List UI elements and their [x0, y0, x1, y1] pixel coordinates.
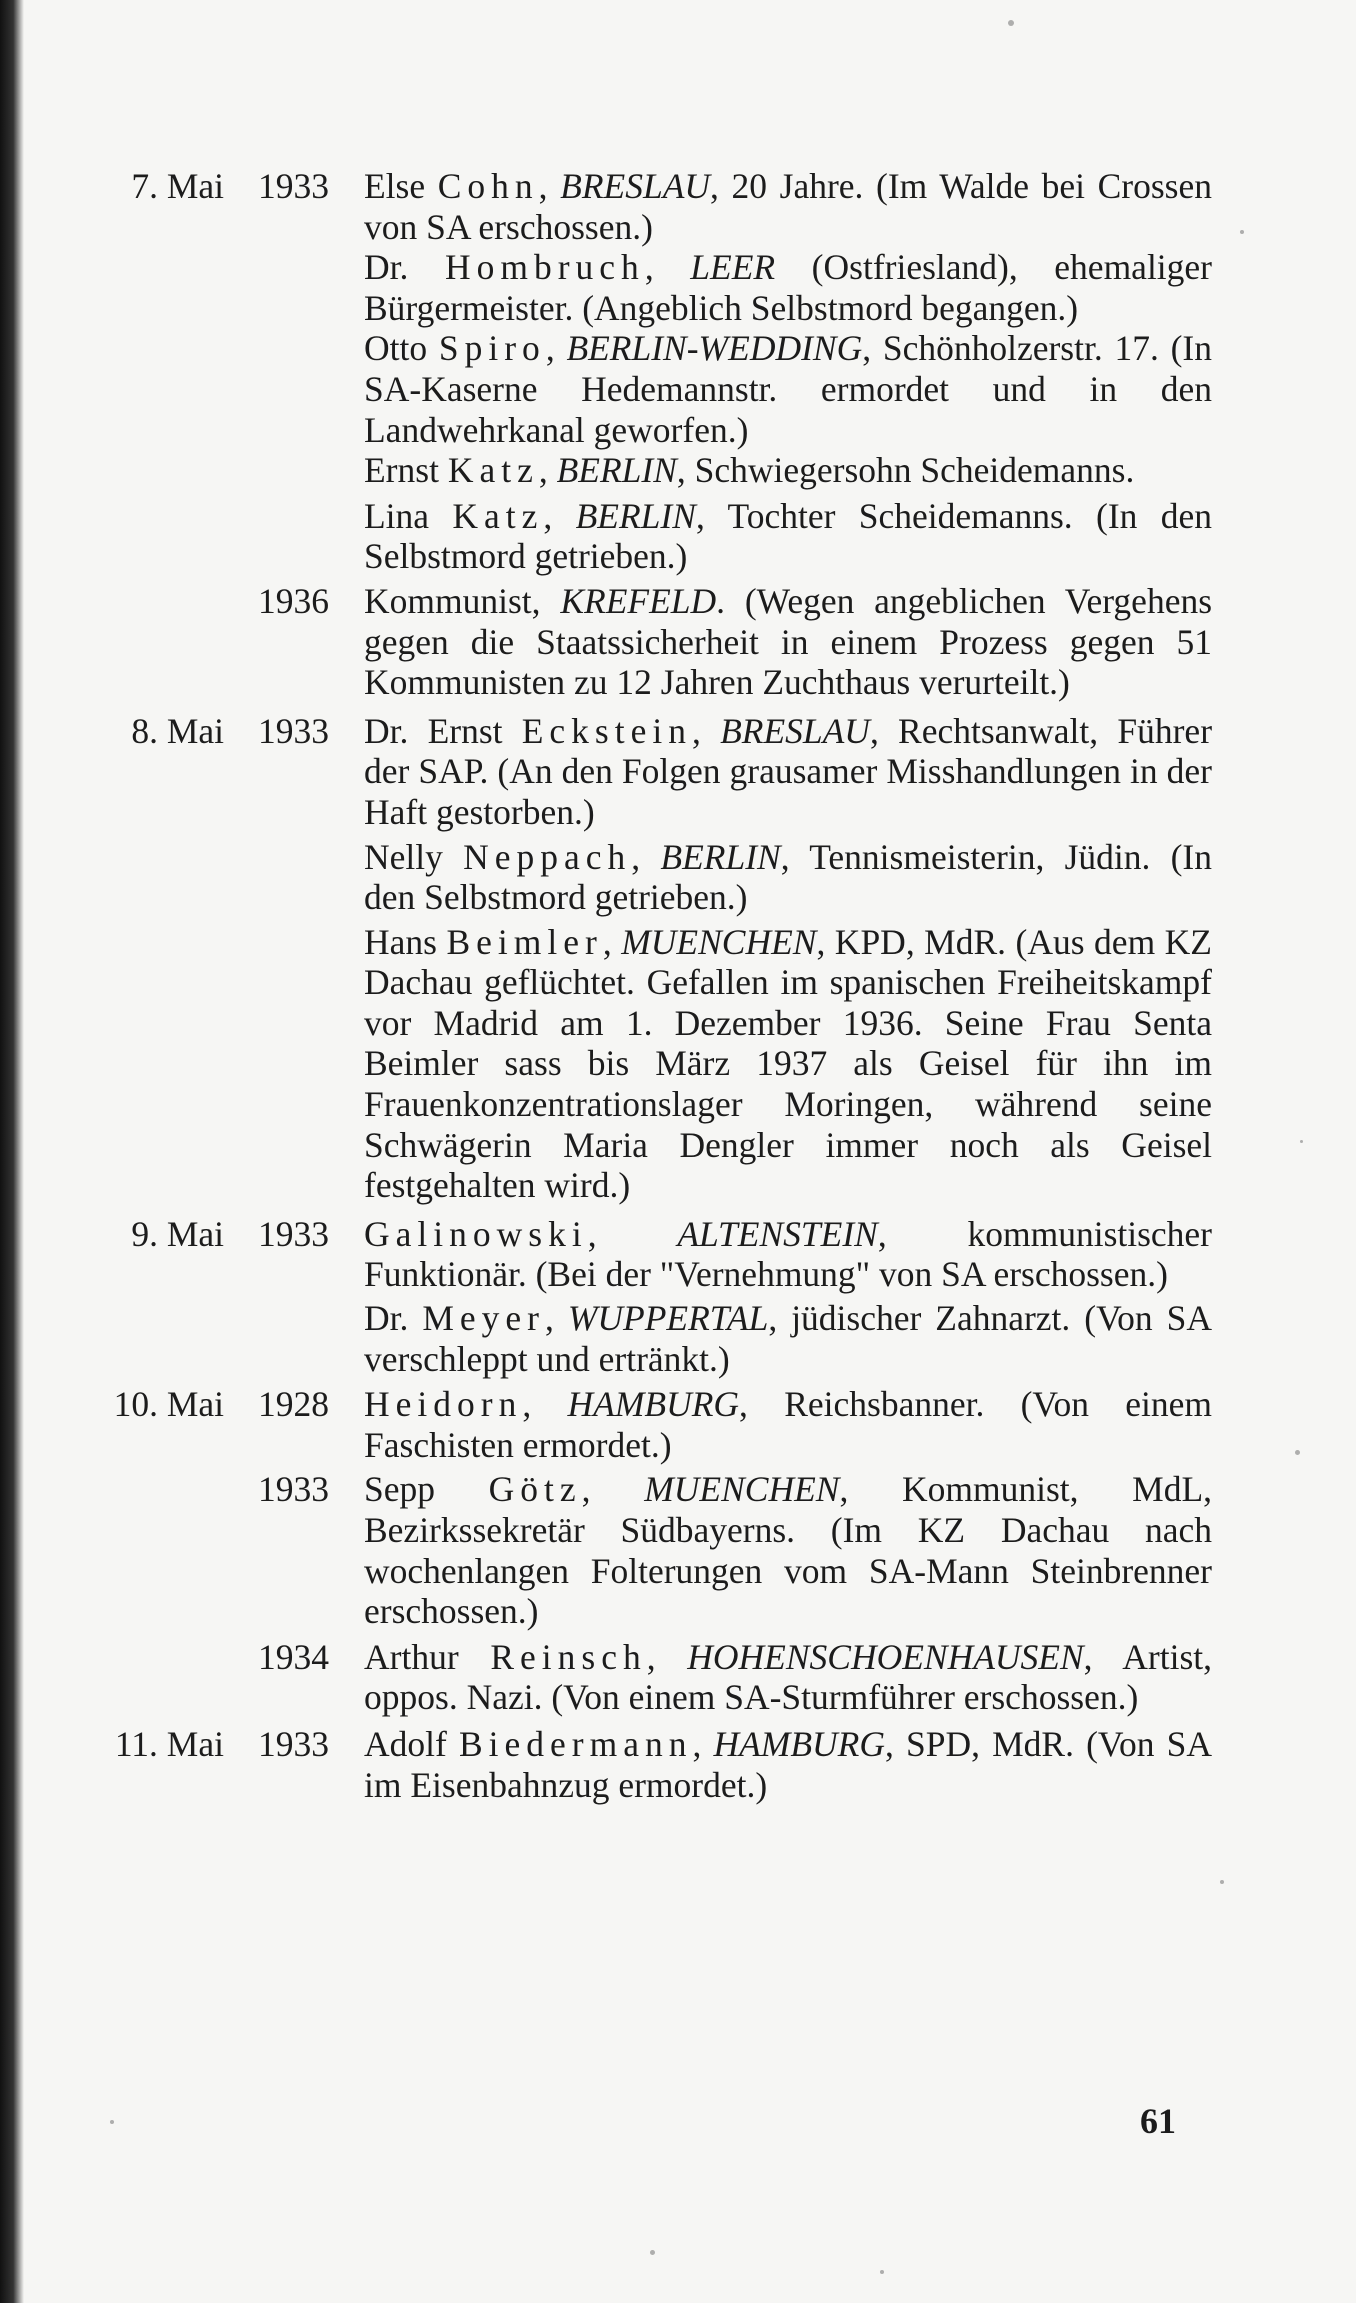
entry-date — [84, 1384, 329, 1425]
person-name: Götz — [488, 1469, 582, 1510]
entry-text-segment: , — [602, 921, 622, 962]
entry-text-segment: , — [581, 1469, 645, 1510]
entry-year: 1933 — [258, 1723, 329, 1764]
chronicle-entry — [84, 710, 1213, 833]
person-name: Katz — [452, 495, 544, 536]
entry-day: 8. Mai — [131, 710, 224, 751]
place-name: BRESLAU — [560, 166, 711, 206]
entry-text — [364, 1637, 1212, 1718]
entry-text-segment: , Kommunist, MdL, Bezirkssekretär Südbayerns. (Im KZ Dachau nach wochenlangen Folterungen vom SA-Mann Steinbrenner erschossen.) — [364, 1469, 1213, 1632]
place-name: BERLIN — [660, 836, 781, 877]
chronicle-entry — [84, 580, 1213, 703]
chronicle-entry — [84, 450, 1194, 491]
person-name: Katz — [447, 450, 539, 491]
entry-text-segment: Adolf — [364, 1723, 459, 1764]
place-name: BERLIN-WEDDING — [566, 328, 863, 369]
entry-date — [84, 1469, 329, 1510]
entry-text-segment: Dr. Ernst — [364, 710, 522, 751]
entry-text-segment: Arthur — [364, 1636, 491, 1677]
place-name: BRESLAU — [720, 710, 870, 751]
entry-text-segment: Dr. — [364, 247, 445, 288]
entry-text-segment: Ernst — [364, 450, 448, 491]
entry-text-segment: , — [692, 1723, 714, 1764]
person-name: Reinsch — [490, 1636, 647, 1677]
entry-text-segment: Lina — [364, 495, 453, 536]
entry-date — [84, 1214, 329, 1255]
entry-year: 1928 — [258, 1384, 329, 1425]
entry-text-segment: , — [545, 328, 567, 369]
place-name: MUENCHEN — [644, 1469, 840, 1510]
entry-text — [364, 581, 1212, 703]
scanned-page-edge — [0, 0, 24, 2303]
place-name: KREFELD — [560, 580, 717, 621]
entry-text-segment: , — [691, 710, 721, 751]
entry-date — [84, 837, 329, 878]
entry-text-segment: , Schönholzerstr. 17. (In SA-Kaserne Hedemannstr. ermordet und in den Landwehrkanal geworfen.) — [364, 328, 1212, 450]
entry-text-segment: , KPD, MdR. (Aus dem KZ Dachau geflüchtet. Gefallen im spanischen Freiheitskampf vor Madrid am 1. Dezember 1936. Seine Frau Senta Beimler sass bis März 1937 als Geisel für ihn im Frauenkonzentrationslager Moringen, während seine Schwägerin Maria Dengler immer noch als Geisel festgehalten wird.) — [364, 921, 1212, 1206]
page-number: 61 — [1140, 2101, 1176, 2141]
entry-date — [84, 711, 329, 752]
entry-day: 7. Mai — [131, 166, 224, 206]
chronicle-entry — [84, 166, 1212, 247]
entry-date — [84, 1298, 329, 1339]
entry-text — [364, 1724, 1212, 1805]
print-speck — [1220, 1880, 1224, 1884]
entry-text-segment: , — [646, 1636, 688, 1677]
entry-text-segment: , — [538, 166, 561, 206]
entry-text — [364, 450, 1212, 491]
person-name: Heidorn — [364, 1384, 523, 1425]
entry-text-segment: . (Wegen angeblichen Vergehens gegen die Staatssicherheit in einem Prozess gegen 51 Kommunisten zu 12 Jahren Zuchthaus verurteilt.) — [364, 580, 1213, 703]
entry-text-segment: , Tennismeisterin, Jüdin. (In den Selbstmord getrieben.) — [364, 836, 1213, 918]
print-speck — [880, 2270, 884, 2274]
entry-date — [84, 1637, 329, 1678]
entry-text-segment: Nelly — [364, 836, 464, 877]
print-speck — [1008, 20, 1014, 26]
entry-text-segment: , kommunistischer Funktionär. (Bei der "Vernehmung" von SA erschossen.) — [364, 1213, 1213, 1295]
entry-year: 1933 — [258, 1469, 329, 1510]
entry-text — [364, 496, 1212, 577]
entry-day: 9. Mai — [131, 1213, 224, 1254]
entry-text-segment: , Tochter Scheidemanns. (In den Selbstmord getrieben.) — [364, 495, 1212, 577]
entry-text — [364, 328, 1212, 450]
entry-date — [84, 247, 329, 288]
entry-text-segment: , Rechtsanwalt, Führer der SAP. (An den Folgen grausamer Misshandlungen in der Haft gestorben.) — [364, 710, 1213, 832]
print-speck — [650, 2250, 655, 2255]
print-speck — [1295, 1450, 1300, 1455]
place-name: BERLIN — [575, 495, 696, 536]
person-name: Meyer — [422, 1298, 545, 1339]
person-name: Hombruch — [444, 247, 645, 288]
entry-text-segment: , SPD, MdR. (Von SA im Eisenbahnzug ermordet.) — [364, 1723, 1212, 1805]
entry-text — [364, 247, 1212, 328]
print-speck — [1240, 230, 1244, 234]
entry-text — [364, 711, 1212, 833]
entry-year: 1933 — [258, 166, 329, 206]
entry-text-segment: Sepp — [364, 1469, 489, 1510]
entry-year: 1934 — [258, 1636, 329, 1677]
entry-text — [364, 1298, 1212, 1379]
chronicle-entry — [84, 1469, 1213, 1632]
chronicle-entry — [84, 1636, 1212, 1718]
chronicle-entry — [84, 1384, 1212, 1465]
entry-text-segment: , — [538, 450, 557, 491]
entry-date — [84, 922, 329, 963]
place-name: HAMBURG — [567, 1384, 740, 1425]
chronicle-list — [84, 166, 1213, 1805]
place-name: HAMBURG — [713, 1723, 885, 1764]
entry-text-segment: , — [545, 1298, 568, 1339]
entry-date — [84, 450, 329, 491]
chronicle-entry — [84, 328, 1212, 450]
entry-date — [84, 496, 329, 537]
chronicle-entry — [84, 495, 1212, 577]
place-name: WUPPERTAL — [567, 1298, 769, 1339]
entry-text — [364, 1384, 1212, 1465]
entry-date — [84, 328, 329, 369]
entry-text-segment: Otto — [364, 328, 439, 369]
entry-day: 10. Mai — [113, 1384, 224, 1425]
entry-text — [364, 837, 1212, 918]
entry-text-segment: , — [522, 1384, 568, 1425]
place-name: MUENCHEN — [621, 921, 817, 962]
person-name: Galinowski — [364, 1213, 588, 1254]
person-name: Spiro — [438, 328, 546, 369]
entry-date — [84, 581, 329, 622]
person-name: Biedermann — [458, 1723, 693, 1764]
place-name: BERLIN — [556, 450, 677, 491]
entry-text — [364, 922, 1212, 1206]
entry-year: 1933 — [258, 710, 329, 751]
entry-text-segment: , — [543, 495, 576, 536]
print-speck — [110, 2120, 114, 2124]
chronicle-entry — [84, 921, 1212, 1206]
entry-date — [84, 166, 329, 207]
entry-year: 1933 — [258, 1213, 329, 1254]
entry-text-segment: (Ostfriesland), ehemaliger Bürgermeister. (Angeblich Selbstmord begangen.) — [364, 247, 1212, 328]
entry-text-segment: , jüdischer Zahnarzt. (Von SA verschleppt und ertränkt.) — [364, 1298, 1212, 1379]
person-name: Neppach — [463, 836, 632, 877]
entry-text-segment: , Reichsbanner. (Von einem Faschisten ermordet.) — [364, 1384, 1212, 1465]
place-name: LEER — [690, 247, 776, 288]
entry-text-segment: , Artist, oppos. Nazi. (Von einem SA-Sturmführer erschossen.) — [364, 1636, 1212, 1718]
chronicle-entry — [84, 247, 1212, 328]
person-name: Beimler — [446, 921, 603, 962]
entry-text-segment: Else — [364, 166, 438, 206]
entry-text-segment: Dr. — [364, 1298, 423, 1339]
entry-text — [364, 1214, 1212, 1295]
entry-text-segment: , — [587, 1213, 678, 1254]
entry-text-segment: , — [631, 836, 661, 877]
person-name: Eckstein — [521, 710, 692, 751]
entry-text-segment: , — [644, 247, 691, 288]
entry-date — [84, 1724, 329, 1765]
chronicle-entry — [84, 1723, 1212, 1805]
chronicle-entry — [84, 1298, 1212, 1379]
entry-year: 1936 — [258, 580, 329, 621]
entry-text-segment: Kommunist, — [364, 580, 561, 621]
entry-text-segment: Hans — [364, 921, 447, 962]
person-name: Cohn — [437, 166, 539, 206]
place-name: HOHENSCHOENHAUSEN — [687, 1636, 1084, 1677]
entry-day: 11. Mai — [114, 1723, 224, 1764]
chronicle-entry — [84, 836, 1213, 918]
entry-text — [364, 166, 1212, 247]
entry-text — [364, 1469, 1212, 1631]
entry-text-segment: , 20 Jahre. (Im Walde bei Crossen von SA erschossen.) — [364, 166, 1212, 247]
entry-text-segment: , Schwiegersohn Scheidemanns. — [676, 450, 1135, 491]
chronicle-entry — [84, 1213, 1213, 1295]
place-name: ALTENSTEIN — [677, 1213, 878, 1254]
print-speck — [1300, 1140, 1303, 1143]
